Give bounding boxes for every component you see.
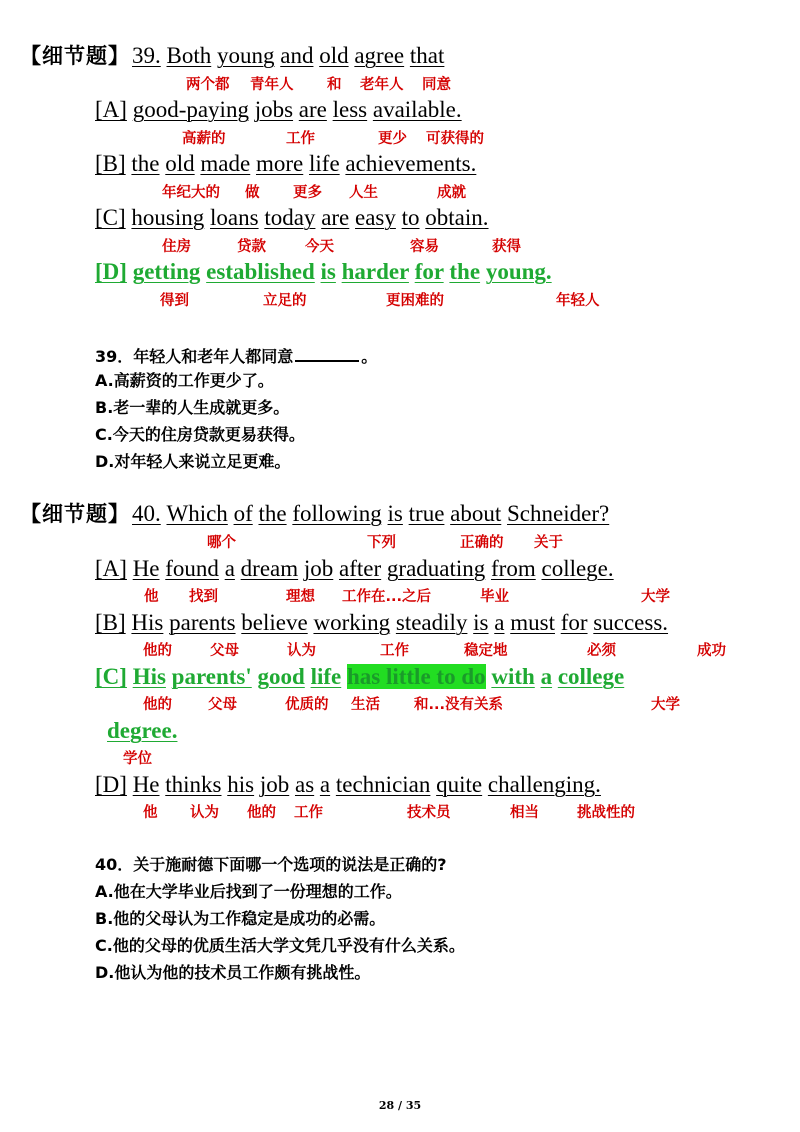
option-word: is — [320, 259, 336, 284]
option-word: achievements. — [345, 151, 477, 176]
q40-option-a — [95, 555, 614, 583]
gloss: 生活 — [351, 697, 380, 713]
option-word: technician — [335, 772, 431, 797]
q40-cn-option: A.他在大学毕业后找到了一份理想的工作。 — [95, 882, 402, 901]
option-word: established — [206, 259, 315, 284]
gloss: 工作在...之后 — [342, 589, 432, 605]
gloss: 成功 — [697, 643, 726, 659]
option-word: working — [313, 610, 391, 635]
q40-option-b — [95, 609, 668, 637]
q39-cn-option: A.高薪资的工作更少了。 — [95, 371, 274, 390]
option-word: degree. — [107, 718, 178, 743]
q39-stem-word: old — [319, 43, 349, 68]
gloss: 年纪大的 — [162, 185, 220, 201]
q40-stem-word: Which — [166, 501, 228, 526]
gloss: 立足的 — [263, 293, 307, 309]
option-word: parents — [169, 610, 236, 635]
option-word: available. — [372, 97, 462, 122]
q39-stem-word: 39. — [132, 43, 161, 68]
option-word: a — [224, 556, 235, 581]
q39-tag: 【细节题】 — [20, 44, 130, 68]
q39-cn-question — [95, 344, 377, 367]
q40-stem-word: of — [233, 501, 253, 526]
gloss: 年轻人 — [556, 293, 600, 309]
option-word: from — [491, 556, 536, 581]
gloss: 得到 — [160, 293, 189, 309]
option-word: quite — [436, 772, 483, 797]
option-word: job — [303, 556, 334, 581]
option-word: harder — [341, 259, 409, 284]
option-word: His — [132, 664, 166, 689]
option-word: job — [259, 772, 290, 797]
q40-option-c-continued — [107, 717, 177, 745]
q40-stem-word: about — [450, 501, 502, 526]
option-word: a — [540, 664, 553, 689]
option-word: loans — [210, 205, 259, 230]
gloss: 优质的 — [285, 697, 329, 713]
gloss: 和...没有关系 — [414, 697, 504, 713]
gloss: 住房 — [162, 239, 191, 255]
q39-stem-word: Both — [166, 43, 212, 68]
q40-cn-question: 40．关于施耐德下面哪一个选项的说法是正确的? — [95, 855, 447, 874]
highlighted-phrase: has little to do — [346, 664, 486, 689]
option-word: life — [310, 664, 342, 689]
option-word: good-paying — [132, 97, 249, 122]
gloss: 更多 — [293, 185, 322, 201]
option-word: less — [332, 97, 368, 122]
gloss: 更少 — [378, 131, 407, 147]
q40-stem-word: following — [292, 501, 382, 526]
gloss: 两个都 — [186, 77, 230, 93]
gloss: 青年人 — [250, 77, 294, 93]
option-word: found — [165, 556, 219, 581]
option-word: good — [257, 664, 305, 689]
q39-stem-word: agree — [354, 43, 405, 68]
gloss: 哪个 — [207, 535, 236, 551]
q39-stem-word: that — [409, 43, 445, 68]
q40-cn-option: B.他的父母认为工作稳定是成功的必需。 — [95, 909, 386, 928]
option-word: the — [131, 151, 160, 176]
option-word: for — [414, 259, 444, 284]
gloss: 同意 — [422, 77, 451, 93]
option-word: must — [510, 610, 555, 635]
option-word: housing — [131, 205, 205, 230]
gloss: 正确的 — [460, 535, 504, 551]
option-word: parents' — [171, 664, 252, 689]
option-word: He — [132, 556, 160, 581]
option-word: graduating — [386, 556, 486, 581]
option-label: [A] — [95, 556, 127, 581]
q39-stem — [20, 42, 444, 70]
gloss: 认为 — [190, 805, 219, 821]
q39-option-d-answer — [95, 258, 552, 286]
page-number: 28 — [378, 1099, 395, 1112]
gloss: 学位 — [123, 751, 152, 767]
gloss: 老年人 — [360, 77, 404, 93]
q39-cn-option: C.今天的住房贷款更易获得。 — [95, 425, 305, 444]
option-word: as — [294, 772, 315, 797]
q39-stem-word: young — [216, 43, 275, 68]
q40-cn-option: D.他认为他的技术员工作颇有挑战性。 — [95, 963, 371, 982]
option-word: life — [309, 151, 340, 176]
q40-cn-option: C.他的父母的优质生活大学文凭几乎没有什么关系。 — [95, 936, 465, 955]
option-label: [C] — [95, 664, 127, 689]
gloss: 工作 — [286, 131, 315, 147]
option-word: young. — [485, 259, 552, 284]
option-label: [D] — [95, 772, 127, 797]
gloss: 和 — [327, 77, 342, 93]
option-word: more — [255, 151, 304, 176]
q39-option-c — [95, 204, 489, 232]
gloss: 大学 — [651, 697, 680, 713]
cn-question-text: 39．年轻人和老年人都同意 — [95, 347, 294, 366]
option-word: He — [132, 772, 160, 797]
option-word: made — [200, 151, 251, 176]
option-word: obtain. — [425, 205, 489, 230]
gloss: 获得 — [492, 239, 521, 255]
page-footer — [0, 1099, 800, 1112]
option-word: steadily — [395, 610, 468, 635]
option-word: are — [298, 97, 327, 122]
gloss: 他的 — [143, 643, 172, 659]
option-word: believe — [241, 610, 308, 635]
option-word: easy — [355, 205, 396, 230]
q40-option-c-answer — [95, 663, 624, 691]
q40-stem — [20, 500, 609, 528]
q39-cn-option: B.老一辈的人生成就更多。 — [95, 398, 290, 417]
q40-stem-word: the — [258, 501, 287, 526]
gloss: 工作 — [380, 643, 409, 659]
option-word: a — [494, 610, 505, 635]
q40-tag: 【细节题】 — [20, 502, 130, 526]
q40-stem-word: is — [387, 501, 403, 526]
gloss: 高薪的 — [182, 131, 226, 147]
gloss: 人生 — [349, 185, 378, 201]
option-word: the — [449, 259, 481, 284]
option-word: success. — [593, 610, 669, 635]
option-word: challenging. — [487, 772, 601, 797]
option-word: after — [339, 556, 382, 581]
q39-cn-option: D.对年轻人来说立足更难。 — [95, 452, 291, 471]
option-word: his — [227, 772, 255, 797]
option-word: getting — [132, 259, 201, 284]
gloss: 可获得的 — [426, 131, 484, 147]
option-word: is — [473, 610, 489, 635]
gloss: 大学 — [641, 589, 670, 605]
option-word: are — [321, 205, 350, 230]
option-word: jobs — [254, 97, 294, 122]
gloss: 父母 — [208, 697, 237, 713]
page-total: 35 — [405, 1099, 422, 1112]
option-word: a — [319, 772, 331, 797]
option-word: thinks — [165, 772, 222, 797]
gloss: 下列 — [367, 535, 396, 551]
q40-option-d — [95, 771, 601, 799]
gloss: 他 — [144, 589, 159, 605]
option-word: today — [264, 205, 316, 230]
option-label: [C] — [95, 205, 126, 230]
q39-option-b — [95, 150, 476, 178]
option-word: dream — [240, 556, 299, 581]
gloss: 父母 — [210, 643, 239, 659]
q40-stem-word: Schneider? — [507, 501, 610, 526]
option-label: [B] — [95, 151, 126, 176]
option-word: to — [401, 205, 420, 230]
option-word: college. — [541, 556, 614, 581]
gloss: 找到 — [189, 589, 218, 605]
q39-stem-word: and — [280, 43, 314, 68]
option-label: [A] — [95, 97, 127, 122]
gloss: 他 — [143, 805, 158, 821]
q39-option-a — [95, 96, 462, 124]
gloss: 做 — [245, 185, 260, 201]
gloss: 今天 — [305, 239, 334, 255]
gloss: 他的 — [247, 805, 276, 821]
gloss: 相当 — [510, 805, 539, 821]
gloss: 关于 — [534, 535, 563, 551]
cn-question-end: 。 — [361, 347, 378, 366]
gloss: 稳定地 — [464, 643, 508, 659]
gloss: 贷款 — [237, 239, 266, 255]
gloss: 容易 — [410, 239, 439, 255]
gloss: 必须 — [587, 643, 616, 659]
q40-stem-word: true — [408, 501, 445, 526]
gloss: 他的 — [143, 697, 172, 713]
option-label: [D] — [95, 259, 127, 284]
gloss: 更困难的 — [386, 293, 444, 309]
gloss: 技术员 — [407, 805, 451, 821]
page-separator: / — [397, 1099, 403, 1112]
gloss: 成就 — [437, 185, 466, 201]
gloss: 工作 — [294, 805, 323, 821]
answer-blank — [295, 344, 359, 362]
option-word: old — [165, 151, 195, 176]
q40-stem-word: 40. — [132, 501, 161, 526]
gloss: 挑战性的 — [577, 805, 635, 821]
option-word: for — [560, 610, 588, 635]
option-word: His — [131, 610, 164, 635]
option-word: with — [491, 664, 535, 689]
option-word: college — [557, 664, 625, 689]
option-label: [B] — [95, 610, 126, 635]
gloss: 理想 — [286, 589, 315, 605]
gloss: 认为 — [287, 643, 316, 659]
gloss: 毕业 — [480, 589, 509, 605]
